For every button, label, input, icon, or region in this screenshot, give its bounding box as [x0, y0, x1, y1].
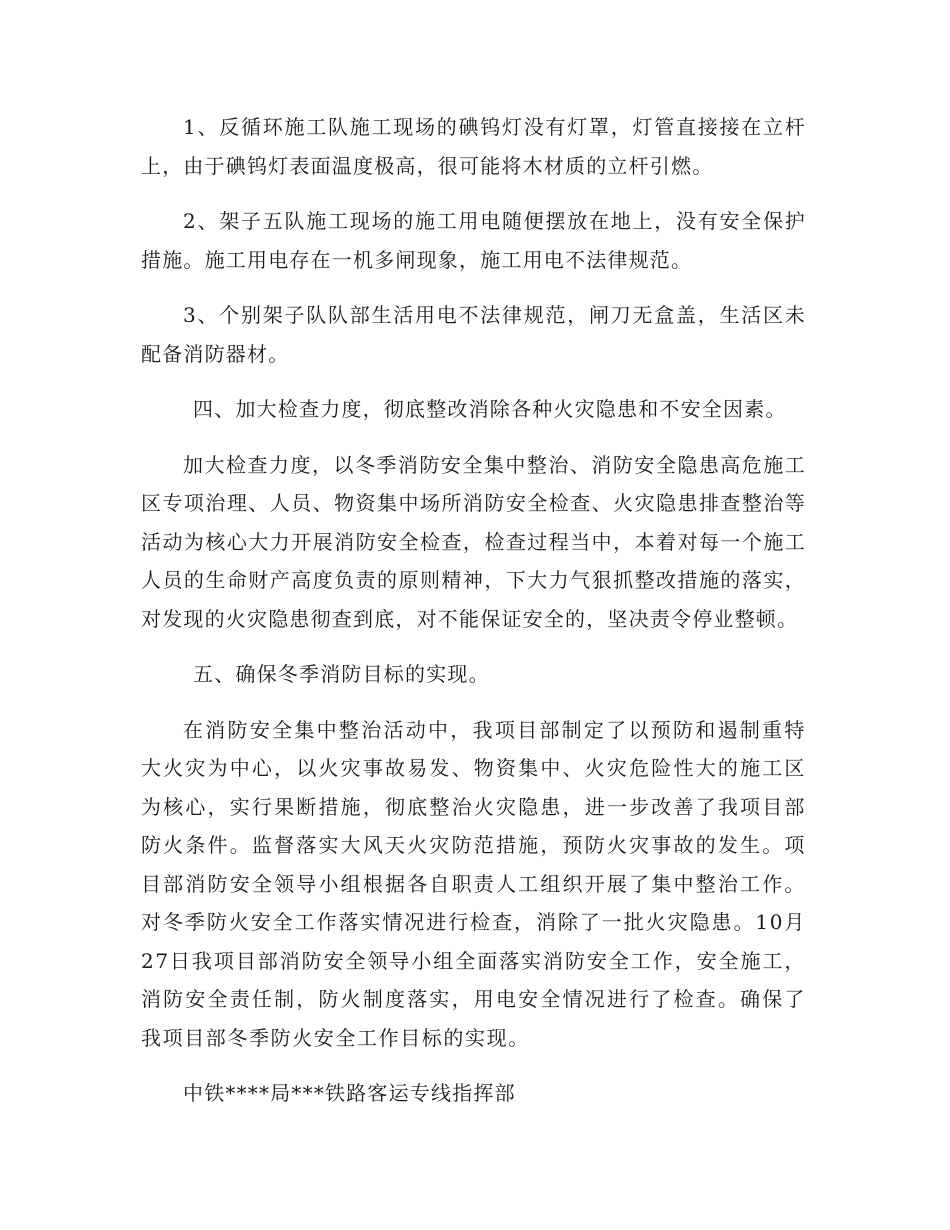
signature: 中铁****局***铁路客运专线指挥部 — [183, 1081, 516, 1105]
section-4-paragraph: 加大检查力度，以冬季消防安全集中整治、消防安全隐患高危施工区专项治理、人员、物资集中场所消防安全检查、火灾隐患排查整治等活动为核心大力开展消防安全检查，检查过程当中，本着对每一个施工人员的生命财产高度负责的原则精神，下大力气狠抓整改措施的落实，对发现的火灾隐患彻查到底，对不能保证安全的，坚决责令停业整顿。 — [141, 452, 806, 631]
list-item-2: 2、架子五队施工现场的施工用电随便摆放在地上，没有安全保护措施。施工用电存在一机多闸现象，施工用电不法律规范。 — [141, 209, 806, 272]
section-5-heading: 五、确保冬季消防目标的实现。 — [193, 662, 490, 686]
section-5-paragraph: 在消防安全集中整治活动中，我项目部制定了以预防和遏制重特大火灾为中心，以火灾事故易发、物资集中、火灾危险性大的施工区为核心，实行果断措施，彻底整治火灾隐患，进一步改善了我项目部防火条件。监督落实大风天火灾防范措施，预防火灾事故的发生。项目部消防安全领导小组根据各自职责人工组织开展了集中整治工作。对冬季防火安全工作落实情况进行检查，消除了一批火灾隐患。10月27日我项目部消防安全领导小组全面落实消防安全工作，安全施工，消防安全责任制，防火制度落实，用电安全情况进行了检查。确保了我项目部冬季防火安全工作目标的实现。 — [141, 717, 806, 1050]
section-4-heading: 四、加大检查力度，彻底整改消除各种火灾隐患和不安全因素。 — [193, 397, 787, 421]
document-body — [141, 108, 806, 1113]
list-item-1: 1、反循环施工队施工现场的碘钨灯没有灯罩，灯管直接接在立杆上，由于碘钨灯表面温度极高，很可能将木材质的立杆引燃。 — [141, 115, 806, 178]
list-item-3: 3、个别架子队队部生活用电不法律规范，闸刀无盒盖，生活区未配备消防器材。 — [141, 303, 806, 366]
